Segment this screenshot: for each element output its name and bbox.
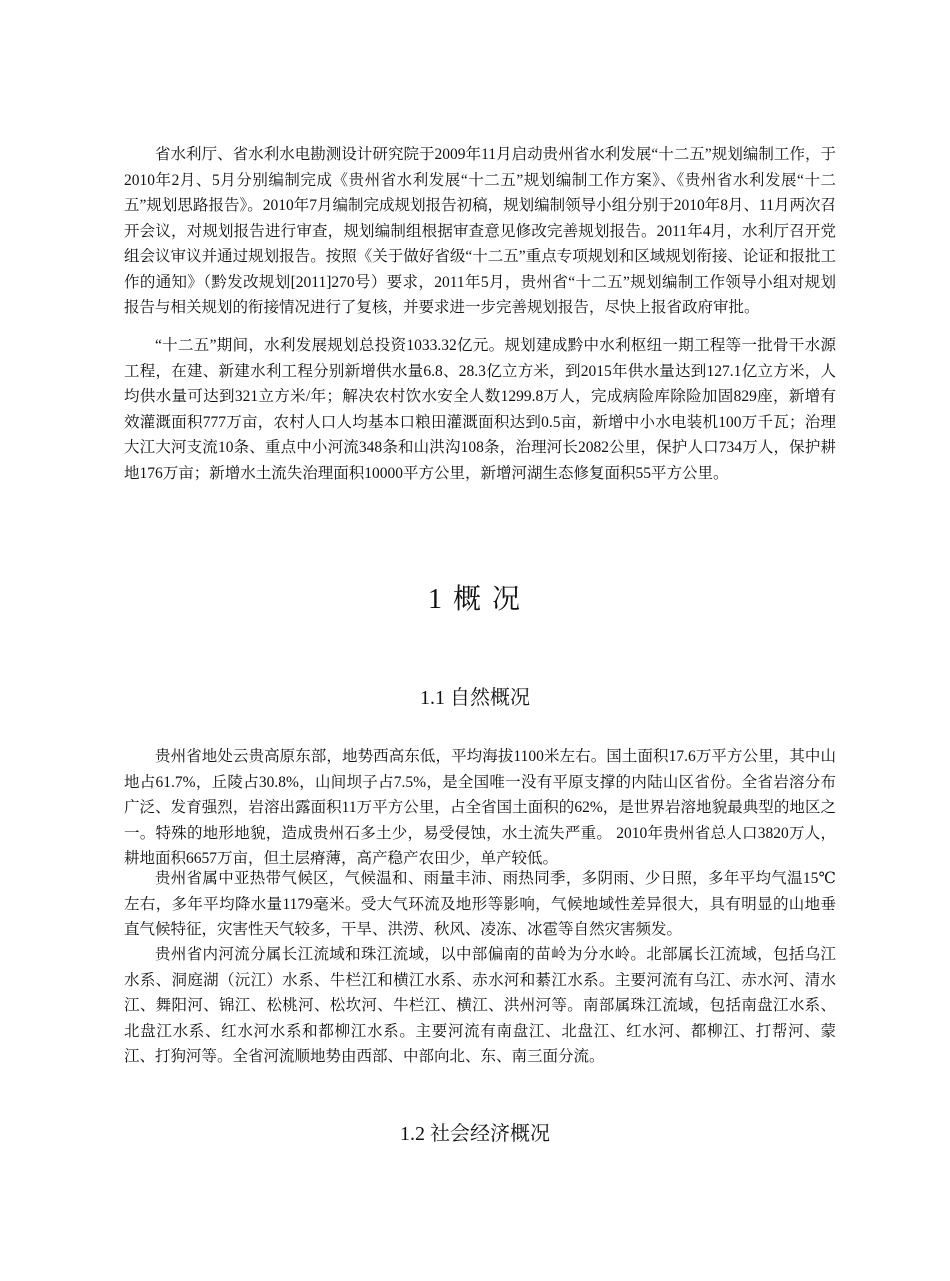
intro-paragraph-2: “十二五”期间，水利发展规划总投资1033.32亿元。规划建成黔中水利枢纽一期工程等一批骨干水源工程，在建、新建水利工程分别新增供水量6.8、28.3亿立方米，到2015年供水量达到127.1亿立方米，人均供水量可达到321立方米/年；解决农村饮水安全人数1299.8万人，完成病险库除险加固829座，新增有效灌溉面积777万亩，农村人口人均基本口粮田灌溉面积达到0.5亩，新增中小水电装机100万千瓦；治理大江大河支流10条、重点中小河流348条和山洪沟108条，治理河长2082公里，保护人口734万人，保护耕地176万亩；新增水土流失治理面积10000平方公里，新增河湖生态修复面积55平方公里。 (124, 337, 836, 482)
natural-paragraph-climate: 贵州省属中亚热带气候区，气候温和、雨量丰沛、雨热同季，多阴雨、少日照，多年平均气温15℃左右，多年平均降水量1179毫米。受大气环流及地形等影响，气候地域性差异很大，具有明显的山地垂直气候特征，灾害性天气较多，干旱、洪涝、秋风、凌冻、冰雹等自然灾害频发。 (124, 870, 836, 938)
intro-paragraph-1: 省水利厅、省水利水电勘测设计研究院于2009年11月启动贵州省水利发展“十二五”规划编制工作，于2010年2月、5月分别编制完成《贵州省水利发展“十二五”规划编制工作方案》、《贵州省水利发展“十二五”规划思路报告》。2010年7月编制完成规划报告初稿，规划编制领导小组分别于2010年8月、11月两次召开会议，对规划报告进行审查，规划编制组根据审查意见修改完善规划报告。2011年4月，水利厅召开党组会议审议并通过规划报告。按照《关于做好省级“十二五”重点专项规划和区域规划衔接、论证和报批工作的通知》（黔发改规划[2011]270号）要求，2011年5月，贵州省“十二五”规划编制工作领导小组对规划报告与相关规划的衔接情况进行了复核，并要求进一步完善规划报告，尽快上报省政府审批。 (124, 146, 836, 316)
natural-paragraph-rivers: 贵州省内河流分属长江流域和珠江流域，以中部偏南的苗岭为分水岭。北部属长江流域，包括乌江水系、洞庭湖（沅江）水系、牛栏江和横江水系、赤水河和綦江水系。主要河流有乌江、赤水河、清水江、舞阳河、锦江、松桃河、松坎河、牛栏江、横江、洪州河等。南部属珠江流域，包括南盘江水系、北盘江水系、红水河水系和都柳江水系。主要河流有南盘江、北盘江、红水河、都柳江、打帮河、蒙江、打狗河等。全省河流顺地势由西部、中部向北、东、南三面分流。 (124, 946, 836, 1065)
chapter-title: 1 概 况 (427, 584, 522, 615)
section-title-socioeconomic-overview: 1.2 社会经济概况 (400, 1123, 550, 1145)
section-title-natural-overview: 1.1 自然概况 (420, 687, 530, 709)
natural-paragraph-terrain: 贵州省地处云贵高原东部，地势西高东低，平均海拔1100米左右。国土面积17.6万平方公里，其中山地占61.7%，丘陵占30.8%，山间坝子占7.5%，是全国唯一没有平原支撑的内陆山区省份。全省岩溶分布广泛、发育强烈，岩溶出露面积11万平方公里，占全省国土面积的62%，是世界岩溶地貌最典型的地区之一。特殊的地形地貌，造成贵州石多土少，易受侵蚀，水土流失严重。 2010年贵州省总人口3820万人，耕地面积6657万亩，但土层瘠薄，高产稳产农田少，单产较低。 (124, 748, 836, 867)
